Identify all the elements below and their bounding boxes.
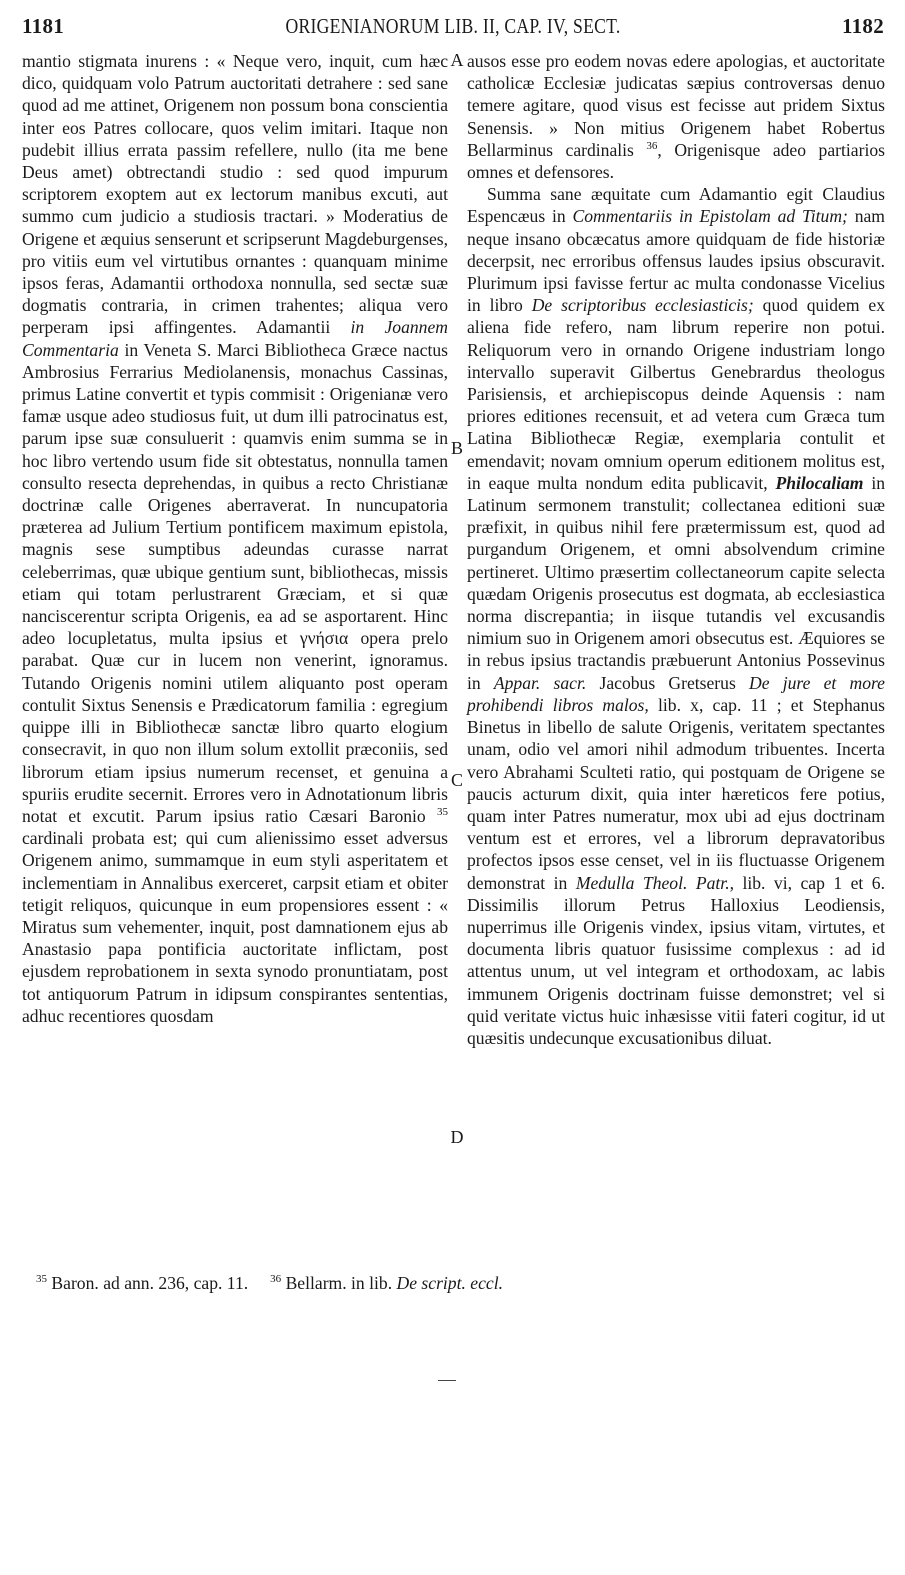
right-paragraph-1: ausos esse pro eodem novas edere apologias, et auctoritate catholicæ Ecclesiæ judicatas sæpius controversas denuo temere agitare, quod visus est fecisse aut pridem Sixtus Senensis. » Non mitius Origenem habet Robertus Bellarminus cardinalis $^{36}$, Origenisque adeo partiarios omnes et defensores. (467, 51, 885, 183)
left-paragraph-1: mantio stigmata inurens : « Neque vero, inquit, cum hæc dico, quidquam volo Patrum auctoritati detrahere : sed sane quod ad me attinet, Origenem non possum bona conscientia inter eos Patres collocare, quos velim imitari. Itaque non pudebit illius errata passim refellere, nullo (ita me bene Deus amet) obtrectandi studio : sed quod impurum scriptorem exoptem aut ex lectorum manibus excuti, aut summo cum judicio a studiosis tractari. » Moderatius de Origene et æquius senserunt et scripserunt Magdeburgenses, pro vitiis eum vel virtutibus ornantes : quanquam minime ipsos feras, Adamantii orthodoxa nonnulla, sed sectæ suæ dogmatis contraria, in crimen trahentes; aliqua vero perperam ipsi affingentes. Adamantii in Joannem Commentaria in Veneta S. Marci Bibliotheca Græce nactus Ambrosius Ferrarius Mediolanensis, monachus Cassinas, primus Latine convertit et typis commisit : Origenianæ vero famæ usque adeo studiosus fuit, ut dum illi patrocinatus est, parum ipse suæ consuluerit : quamvis enim summa se in hoc libro vertendo usum fide sit obtestatus, nonnulla tamen consulto resecta deprehendas, in quibus a recto Christianæ doctrinæ calle Origenes aberraverat. In nuncupatoria præterea ad Julium Tertium pontificem maximum epistola, magnis sese sumptibus adeundas curasse narrat celeberrimas, quæ ubique gentium sunt, bibliothecas, missis etiam qui totam perlustrarent Græciam, et si quæ nanciscerentur scripta Origenis, ea ad se asportarent. Hinc adeo locupletatus, multa ipsius et γνήσια opera prelo parabat. Quæ cur in lucem non venerint, ignoramus. Tutando Origenis nomini utilem aliquanto post operam contulit Sixtus Senensis e Prædicatorum familia : egregium quippe illi in Bibliothecæ sanctæ libro quarto elogium consecravit, in quo non illum solum extollit præconiis, sed librorum etiam ipsius numerum recenset, et genuina a spuriis erudite secernit. Errores vero in Adnotationum libris notat et excutit. Parum ipsius ratio Cæsari Baronio $^{35}$ cardinali probata est; qui cum alienissimo esset adversus Origenem animo, summamque in eum styli asperitatem et inclementiam in Annalibus exerceret, carpsit etiam et obiter tetigit reliquos, quicunque in eum propensiores essent : « Miratus sum vehementer, inquit, post damnationem ejus ab Anastasio papa pontificia auctoritate inflictam, post ejusdem reprobationem in sexta synodo pronuntiatam, post tot antiquorum Patrum in idipsum conspirantes sententias, adhuc recentiores quosdam (22, 51, 448, 1026)
footnote-36: $^{36}$ Bellarm. in lib. De script. eccl. (270, 1272, 503, 1293)
end-rule (438, 1380, 456, 1381)
footnote-35: $^{35}$ Baron. ad ann. 236, cap. 11. (36, 1272, 249, 1293)
margin-marker-d: D (450, 1127, 464, 1147)
margin-marker-a: A (450, 50, 464, 70)
margin-marker-b: B (450, 438, 463, 458)
right-paragraph-2: Summa sane æquitate cum Adamantio egit Claudius Espencæus in Commentariis in Epistolam ad Titum; nam neque insano obcæcatus amore quidquam de fide historiæ decerpsit, nec erroribus offensus laudes ipsius obscuravit. Plurimum ipsi favisse fertur ac multa condonasse Vicelius in libro De scriptoribus ecclesiasticis; quod quidem ex aliena fide refero, nam librum reperire non potui. Reliquorum vero in ornando Origene industriam longo intervallo superavit Gilbertus Genebrardus theologus Parisiensis, et archiepiscopus deinde Aquensis : nam priores editiones recensuit, et ad vetera cum Græca tum Latina Bibliothecæ Regiæ, exemplaria contulit et emendavit; novam omnium operum editionem molitus est, in eaque multa nondum edita publicavit, Philocaliam in Latinum sermonem transtulit; collectanea editioni suæ præfixit, in quibus nihil fere prætermissum est, quod ad purgandum Origenem, et omni absolvendum crimine pertineret. Ultimo præsertim collectaneorum capite selecta quædam Origenis prosecutus est dogmata, ab ecclesiastica norma discrepantia; in iisque tutandis vel excusandis nimium suo in Origenem amori obsecutus est. Æquiores se in rebus ipsius tractandis præbuerunt Antonius Possevinus in Appar. sacr. Jacobus Gretserus De jure et more prohibendi libros malos, lib. x, cap. 11 ; et Stephanus Binetus in libello de salute Origenis, veritatem spectantes unam, odio vel amori nihil admodum tribuentes. Incerta vero Abrahami Sculteti ratio, qui postquam de Origene se paucis acturum dixit, quia inter hæreticos fere potius, quam inter Patres numeratur, mox ubi ad ejus doctrinam ventum est et errores, vel a librorum depravatoribus profectos ipsos esse censet, vel in iis fluctuasse Origenem demonstrat in Medulla Theol. Patr., lib. vi, cap 1 et 6. Dissimilis illorum Petrus Halloxius Leodiensis, nuperrimus ille Origenis vindex, ipsius vitam, virtutes, et documenta libris quatuor fusissime complexus : ad id attentus unum, ut vel integram et orthodoxam, ac labis immunem Origenis doctrinam fuisse demonstret; vel si quid veritate victus huic inhæsisse vitii fateri cogitur, id ut quæsitis undecunque excusationibus diluat. (467, 184, 886, 1048)
page-number-left: 1181 (22, 14, 65, 38)
page-number-right: 1182 (841, 14, 884, 38)
running-title: ORIGENIANORUM LIB. II, CAP. IV, SECT. (285, 14, 621, 38)
right-column (467, 50, 885, 1049)
margin-marker-c: C (450, 770, 463, 790)
left-column (22, 50, 448, 1027)
footnote-ref-36: 36 (646, 139, 658, 152)
running-header (22, 14, 884, 44)
footnotes (36, 1268, 876, 1294)
footnote-ref-35: 35 (437, 806, 448, 819)
